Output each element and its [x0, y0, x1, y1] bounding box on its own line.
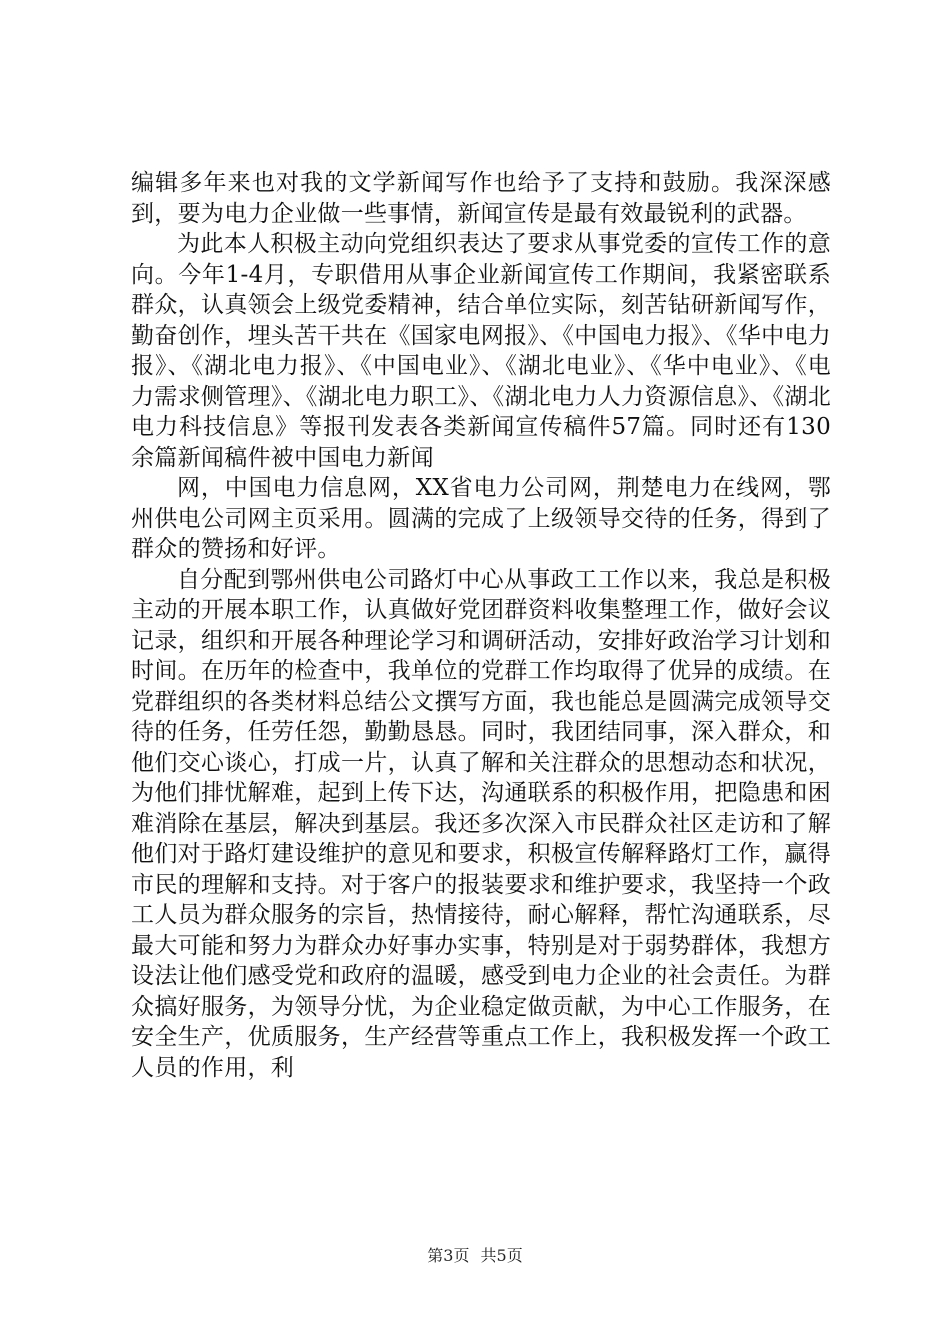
paragraph-1: 编辑多年来也对我的文学新闻写作也给予了支持和鼓励。我深深感到，要为电力企业做一些事情，新闻宣传是最有效最锐利的武器。	[131, 170, 831, 227]
paragraph-3: 网，中国电力信息网，XX省电力公司网，荆楚电力在线网，鄂州供电公司网主页采用。圆满的完成了上级领导交待的任务，得到了群众的赞扬和好评。	[131, 475, 831, 562]
page-total: 共5页	[480, 1246, 523, 1265]
page-number: 第3页	[427, 1246, 470, 1265]
page-footer	[0, 1246, 950, 1266]
paragraph-4: 自分配到鄂州供电公司路灯中心从事政工工作以来，我总是积极主动的开展本职工作，认真做好党团群资料收集整理工作，做好会议记录，组织和开展各种理论学习和调研活动，安排好政治学习计划和时间。在历年的检查中，我单位的党群工作均取得了优异的成绩。在党群组织的各类材料总结公文撰写方面，我也能总是圆满完成领导交待的任务，任劳任怨，勤勤恳恳。同时，我团结同事，深入群众，和他们交心谈心，打成一片，认真了解和关注群众的思想动态和状况，为他们排忧解难，起到上传下达，沟通联系的积极作用，把隐患和困难消除在基层，解决到基层。我还多次深入市民群众社区走访和了解他们对于路灯建设维护的意见和要求，积极宣传解释路灯工作，赢得市民的理解和支持。对于客户的报装要求和维护要求，我坚持一个政工人员为群众服务的宗旨，热情接待，耐心解释，帮忙沟通联系，尽最大可能和努力为群众办好事办实事，特别是对于弱势群体，我想方设法让他们感受党和政府的温暖，感受到电力企业的社会责任。为群众搞好服务，为领导分忧，为企业稳定做贡献，为中心工作服务，在安全生产，优质服务，生产经营等重点工作上，我积极发挥一个政工人员的作用，利	[131, 566, 831, 1081]
document-body	[131, 168, 831, 1083]
paragraph-2: 为此本人积极主动向党组织表达了要求从事党委的宣传工作的意向。今年1-4月，专职借用从事企业新闻宣传工作期间，我紧密联系群众，认真领会上级党委精神，结合单位实际，刻苦钻研新闻写作，勤奋创作，埋头苦干共在《国家电网报》、《中国电力报》、《华中电力报》、《湖北电力报》、《中国电业》、《湖北电业》、《华中电业》、《电力需求侧管理》、《湖北电力职工》、《湖北电力人力资源信息》、《湖北电力科技信息》等报刊发表各类新闻宣传稿件57篇。同时还有130余篇新闻稿件被中国电力新闻	[131, 231, 831, 471]
